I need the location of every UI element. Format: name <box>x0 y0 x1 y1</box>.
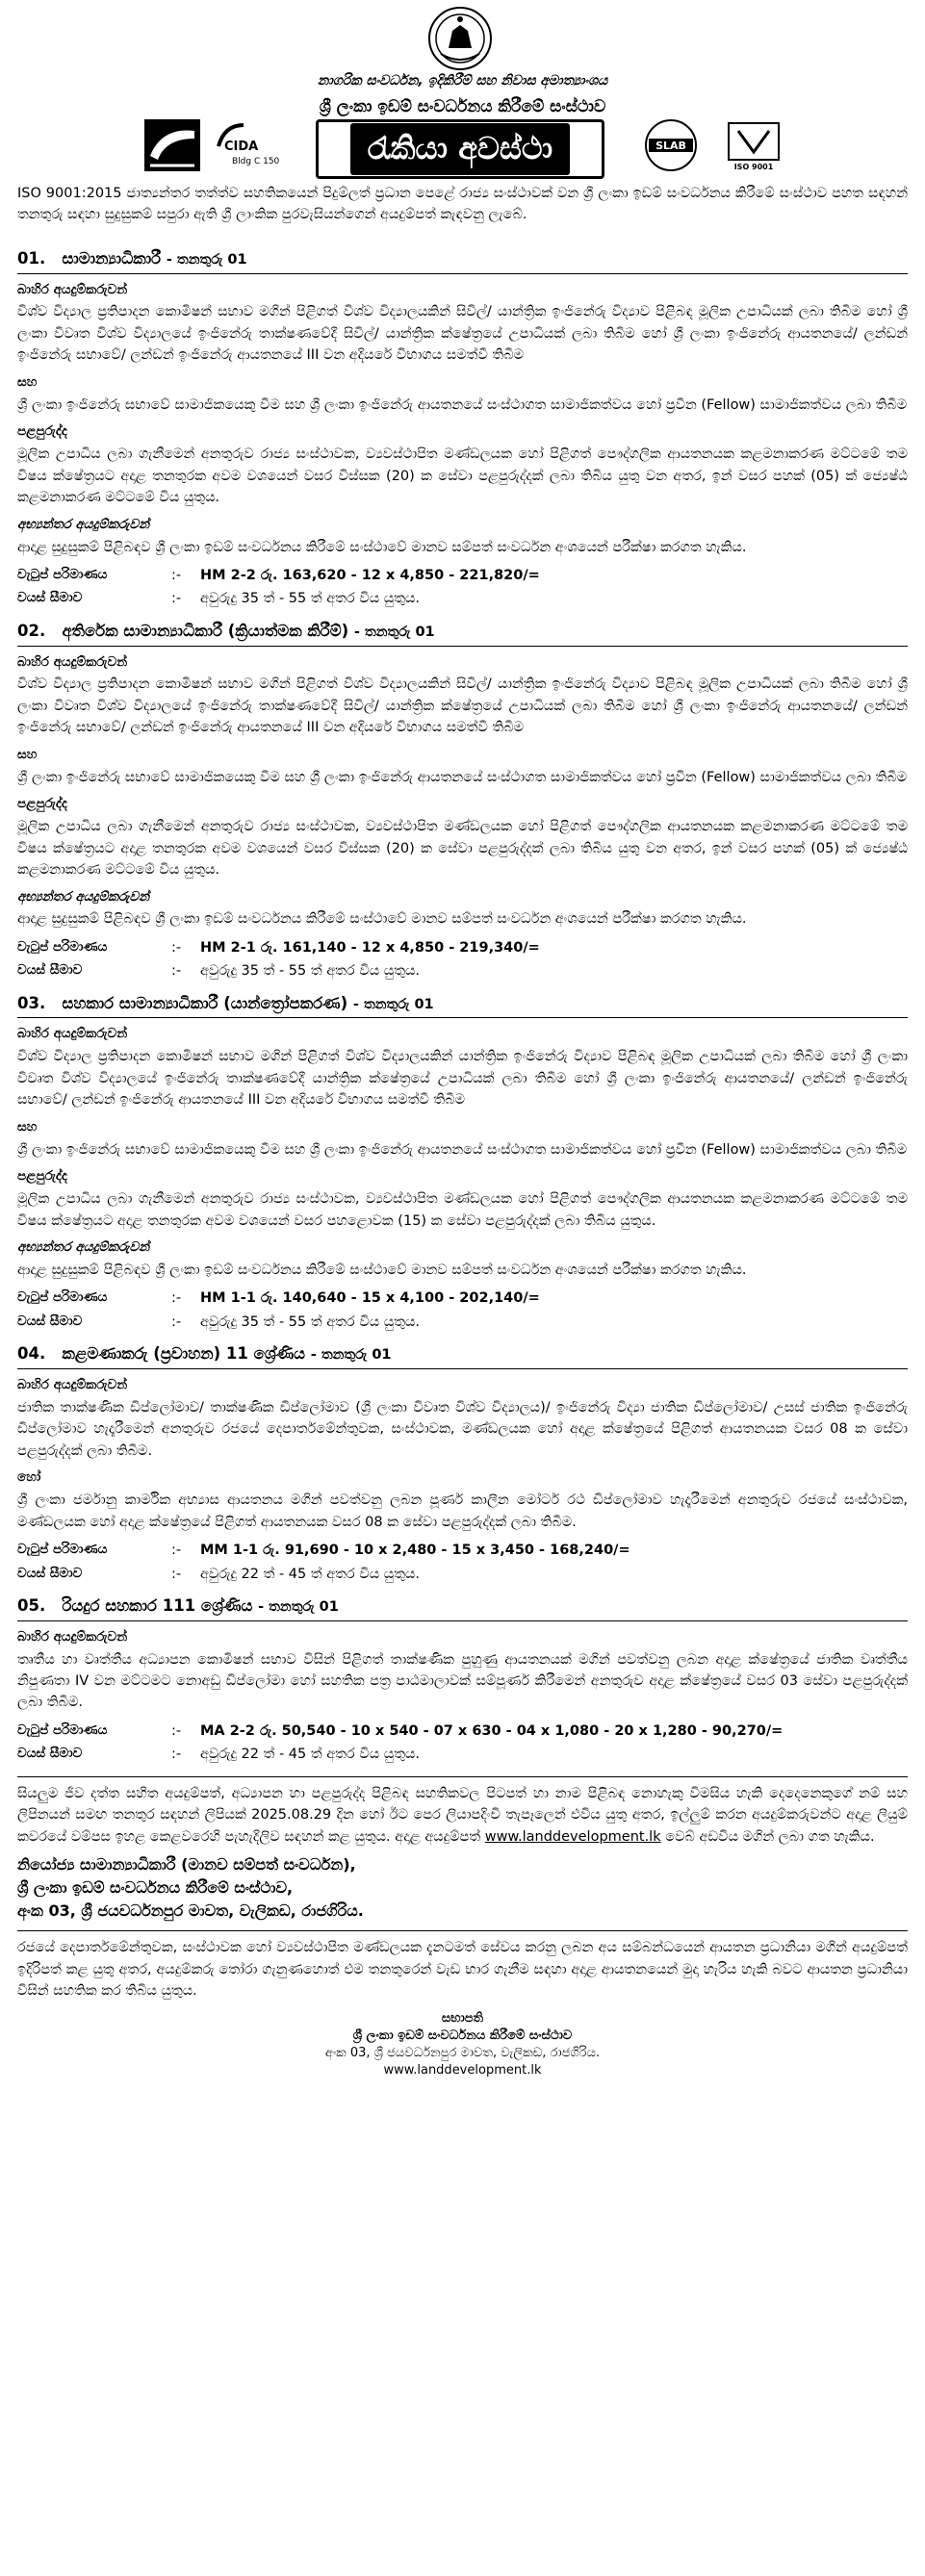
external-requirements: විශ්ව විද්‍යාල ප්‍රතිපාදන කොමිෂන් සභාව මගින් පිළිගත් විශ්ව විද්‍යාලයකින් යාන්ත්‍රික ඉංජිනේරු විද්‍යාව පිළිබඳ මූලික උපාධියක් ලබා තිබීම හෝ ශ්‍රී ලංකා විවෘත විශ්ව විද්‍යාලයේ ඉංජිනේරු තාක්ෂණවේදී යාන්ත්‍රික ක්ෂේත්‍රයේ උපාධියක් ලබා තිබීම හෝ ශ්‍රී ලංකා ඉංජිනේරු ආයතනයේ/ ලන්ඩන් ඉංජිනේරු සභාවේ/ ලන්ඩන් ඉංජිනේරු ආයතනයේ III වන අදියරේ විභාගය සමත්වී තිබීම <box>17 1049 908 1109</box>
cida-logo-icon <box>215 117 287 173</box>
and-heading: සහ <box>17 373 38 390</box>
salary-label: වැටුප් පරිමාණය <box>17 1289 108 1306</box>
position-title <box>17 1594 908 1619</box>
membership-requirements: ශ්‍රී ලංකා ඉංජිනේරු සභාවේ සාමාජිකයෙකු වීම සහ ශ්‍රී ලංකා ඉංජිනේරු ආයතනයේ සංස්ථාගත සාමාජිකත්වය හෝ ප්‍රවීන (Fellow) සාමාජිකත්වය ලබා තිබීම <box>17 396 908 413</box>
website-link[interactable]: www.landdevelopment.lk <box>484 1828 661 1845</box>
internal-requirements: ආදාළ සුදුසුකම් පිළිබඳව ශ්‍රී ලංකා ඉඩම් සංවර්ධනය කිරීමේ සංස්ථාවේ මානව සම්පත් සංවර්ධන අංශයෙන් පරීක්ෂා කරගත හැකිය. <box>17 911 747 928</box>
footer-organization: ශ්‍රී ලංකා ඉඩම් සංවර්ධනය කිරීමේ සංස්ථාව <box>352 2028 573 2043</box>
position-4 <box>17 1341 908 1586</box>
external-heading: බාහිර අයදුම්කරුවන් <box>17 1376 128 1392</box>
divider <box>17 1017 908 1018</box>
and-heading: සහ <box>17 1118 38 1135</box>
salary-value: HM 1-1 රු. 140,640 - 15 x 4,100 - 202,140/= <box>200 1290 540 1307</box>
divider <box>17 1620 908 1621</box>
footer-website[interactable]: www.landdevelopment.lk <box>383 2063 542 2079</box>
position-title <box>17 991 908 1016</box>
divider <box>17 273 908 274</box>
position-count: - තනතුරු 01 <box>352 996 434 1012</box>
external-requirements: විශ්ව විද්‍යාල ප්‍රතිපාදන කොමිෂන් සභාව මගින් පිළිගත් විශ්ව විද්‍යාලයකින් සිවිල්/ යාන්ත්‍රික ඉංජිනේරු විද්‍යාව පිළිබඳ මූලික උපාධියක් ලබා තිබීම හෝ ශ්‍රී ලංකා විවෘත විශ්ව විද්‍යාලයේ ඉංජිනේරු තාක්ෂණවේදී සිවිල්/ යාන්ත්‍රික ක්ෂේත්‍රයේ උපාධියක් ලබා තිබීම හෝ ශ්‍රී ලංකා ඉංජිනේරු ආයතනයේ/ ලන්ඩන් ඉංජිනේරු සභාවේ/ ලන්ඩන් ඉංජිනේරු ආයතනයේ III වන අදියරේ විභාගය සමත්වී තිබීම <box>17 304 908 364</box>
vacancy-title-box <box>316 119 604 179</box>
position-count: - තනතුරු 01 <box>353 624 435 640</box>
divider <box>17 646 908 647</box>
and-heading: සහ <box>17 746 38 762</box>
internal-requirements: ආදාළ සුදුසුකම් පිළිබඳව ශ්‍රී ලංකා ඉඩම් සංවර්ධනය කිරීමේ සංස්ථාවේ මානව සම්පත් සංවර්ධන අංශයෙන් පරීක්ෂා කරගත හැකිය. <box>17 1262 747 1278</box>
iso-text: ISO 9001 <box>733 163 774 171</box>
address-line-2: ශ්‍රී ලංකා ඉඩම් සංවර්ධනය කිරීමේ සංස්ථාව, <box>17 1878 294 1898</box>
footer-chairman: සභාපති <box>441 2010 484 2026</box>
salary-value: HM 2-2 රු. 163,620 - 12 x 4,850 - 221,820/= <box>200 568 540 583</box>
age-label: වයස් සීමාව <box>17 1565 83 1581</box>
salary-table: වැටුප් පරිමාණය :- HM 2-1 රු. 161,140 - 12 x 4,850 - 219,340/= වයස් සීමාව :- අවුරුදු 35 ත් - 55 ත් අතර විය යුතුය. <box>17 936 540 983</box>
position-number: 01. <box>17 249 46 268</box>
salary-value: HM 2-1 රු. 161,140 - 12 x 4,850 - 219,340/= <box>200 939 540 956</box>
footer <box>17 2010 908 2080</box>
position-name: අතිරේක සාමාන්‍යාධිකාරී (ක්‍රියාත්මක කිරීම්) <box>62 621 349 640</box>
internal-heading: අභ්‍යන්තර අයදුම්කරුවන් <box>17 516 150 532</box>
external-heading: බාහිර අයදුම්කරුවන් <box>17 1628 128 1645</box>
salary-table: වැටුප් පරිමාණය :- MM 1-1 රු. 91,690 - 10 x 2,480 - 15 x 3,450 - 168,240/= වයස් සීමාව :- අවුරුදු 22 ත් - 45 ත් අතර විය යුතුය. <box>17 1539 630 1586</box>
position-number: 05. <box>17 1596 46 1616</box>
external-heading: බාහිර අයදුම්කරුවන් <box>17 1026 128 1042</box>
external-heading: බාහිර අයදුම්කරුවන් <box>17 281 128 297</box>
position-number: 04. <box>17 1344 46 1364</box>
alternative-requirements: ශ්‍රී ලංකා ජර්මානු කාර්මික අභ්‍යාස ආයතනය මගින් පවත්වනු ලබන පූර්ණ කාලීන මෝටර් රථ ඩිප්ලෝමාව හැදෑරීමෙන් අනතුරුව රජයේ සංස්ථාවක, මණ්ඩලයක හෝ අදාළ ක්ෂේත්‍රයේ පිළිගත් ආයතනයක වසර 08 ක සේවා පළපුරුද්දක් ලබා තිබීම. <box>17 1492 908 1530</box>
footer-address: අංක 03, ශ්‍රී ජයවර්ධනපුර මාවත, වැලිකඩ, රාජගිරිය. <box>324 2046 601 2061</box>
vacancy-notice <box>17 0 908 2576</box>
age-label: වයස් සීමාව <box>17 1746 83 1762</box>
vacancy-title: රැකියා අවස්ථා <box>350 123 570 175</box>
divider <box>17 1368 908 1369</box>
slab-logo-icon <box>643 117 699 173</box>
position-name: කළමණාකරු (ප්‍රවාහන) 11 ශ්‍රේණිය <box>62 1344 306 1364</box>
position-3 <box>17 991 908 1334</box>
address-line-1: නියෝජ්‍ය සාමාන්‍යාධිකාරී (මානව සම්පත් සංවර්ධන), <box>17 1855 356 1875</box>
position-name: රියදුර සහකාර 111 ශ්‍රේණිය <box>62 1596 253 1616</box>
experience-heading: පළපුරුද්ද <box>17 423 67 440</box>
age-label: වයස් සීමාව <box>17 590 83 606</box>
position-5 <box>17 1594 908 1767</box>
external-heading: බාහිර අයදුම්කරුවන් <box>17 653 128 670</box>
salary-table: වැටුප් පරිමාණය :- MA 2-2 රු. 50,540 - 10 x 540 - 07 x 630 - 04 x 1,080 - 20 x 1,280 - 90,270/= වයස් සීමාව :- අවුරුදු 22 ත් - 45 ත් අතර විය යුතුය. <box>17 1720 783 1767</box>
positions-list <box>17 241 908 2079</box>
organization-name: ශ්‍රී ලංකා ඉඩම් සංවර්ධනය කිරීමේ සංස්ථාව <box>319 97 606 116</box>
sri-lanka-emblem-icon <box>427 6 493 71</box>
age-label: වයස් සීමාව <box>17 1313 83 1329</box>
age-value: අවුරුදු 35 ත් - 55 ත් අතර විය යුතුය. <box>200 591 421 607</box>
age-value: අවුරුදු 35 ත් - 55 ත් අතර විය යුතුය. <box>200 1314 421 1330</box>
internal-heading: අභ්‍යන්තර අයදුම්කරුවන් <box>17 1239 150 1256</box>
position-name: සාමාන්‍යාධිකාරී <box>62 249 162 268</box>
position-number: 02. <box>17 621 46 640</box>
iso-logo-icon <box>725 117 783 173</box>
position-name: සහකාර සාමාන්‍යාධිකාරී (යාන්ත්‍රෝපකරණ) <box>62 993 348 1012</box>
position-count: - තනතුරු 01 <box>166 252 247 268</box>
government-employees-note: රජයේ දෙපාර්තමේන්තුවක, සංස්ථාවක හෝ ව්‍යවස්ථාපිත මණ්ඩලයක දැනටමත් සේවය කරනු ලබන අය සම්බන්ධයෙන් ආයතන ප්‍රධානියා මගින් අයදුම්පත් ඉදිරිපත් කළ යුතු අතර, අයදුම්කරු තෝරා ගැනුණහොත් එම තනතුරෙන් වැඩ භාර ගැනීම සඳහා අදාළ ආයතනයෙන් මුදා හැරිය හැකි බවට ආයතන ප්‍රධානියා විසින් සහතික කර තිබිය යුතුය. <box>17 1940 908 2000</box>
or-heading: හෝ <box>17 1469 41 1486</box>
age-label: වයස් සීමාව <box>17 962 83 979</box>
experience-heading: පළපුරුද්ද <box>17 796 67 812</box>
external-requirements: තෘතීය හා වෘත්තීය අධ්‍යාපන කොමිෂන් සභාව විසින් පිළිගත් තාක්ෂණික පුහුණු ආයතනයක් මගින් පවත්වනු ලබන අදාළ ක්ෂේත්‍රයේ ජාතික වෘත්තීය නිපුණතා IV වන මට්ටමට නොඅඩු ඩිප්ලෝමා හෝ සහතික පත්‍ර පාඨමාලාවක් සම්පූර්ණ කිරීමෙන් අනතුරුව අදාළ ක්ෂේත්‍රයේ වසර 03 සේවා පළපුරුද්දක් ලබා තිබීම. <box>17 1651 908 1711</box>
position-title <box>17 1341 908 1366</box>
notice-header <box>17 0 908 223</box>
divider <box>17 1776 908 1777</box>
position-title <box>17 619 908 644</box>
internal-heading: අභ්‍යන්තර අයදුම්කරුවන් <box>17 888 150 905</box>
cida-text: CIDA <box>224 140 259 154</box>
experience-requirements: මූලික උපාධිය ලබා ගැනීමෙන් අනතුරුව රාජ්‍ය සංස්ථාවක, ව්‍යවස්ථාපිත මණ්ඩලයක හෝ පිළිගත් පෞද්ගලික ආයතනයක කළමනාකරණ මට්ටමේ තම විෂය ක්ෂේත්‍රයට අදාළ තනතුරක අවම වශයෙන් වසර විස්සක (20) ක සේවා පළපුරුද්දක් ලබා තිබිය යුතු වන අතර, ඉන් වසර පහක් (05) ක් ජ්‍යෙෂ්ඨ කළමනාකරණ මට්ටමේ විය යුතුය. <box>17 819 908 879</box>
position-title <box>17 246 908 271</box>
position-number: 03. <box>17 993 46 1012</box>
address-block <box>17 1853 908 1923</box>
ldc-logo-icon <box>142 117 202 173</box>
divider <box>17 1930 908 1931</box>
salary-label: වැටුප් පරිමාණය <box>17 938 108 955</box>
ministry-name: නාගරික සංවර්ධන, ඉදිකිරීම් සහ නිවාස අමාත්‍යාංශය <box>317 73 608 89</box>
salary-label: වැටුප් පරිමාණය <box>17 1722 108 1738</box>
position-1 <box>17 246 908 611</box>
position-count: - තනතුරු 01 <box>310 1347 392 1364</box>
closing-section <box>17 1776 908 2080</box>
external-requirements: විශ්ව විද්‍යාල ප්‍රතිපාදන කොමිෂන් සභාව මගින් පිළිගත් විශ්ව විද්‍යාලයකින් සිවිල්/ යාන්ත්‍රික ඉංජිනේරු විද්‍යාව පිළිබඳ මූලික උපාධියක් ලබා තිබීම හෝ ශ්‍රී ලංකා විවෘත විශ්ව විද්‍යාලයේ ඉංජිනේරු තාක්ෂණවේදී සිවිල්/ යාන්ත්‍රික ක්ෂේත්‍රයේ උපාධියක් ලබා තිබීම හෝ ශ්‍රී ලංකා ඉංජිනේරු ආයතනයේ/ ලන්ඩන් ඉංජිනේරු සභාවේ/ ලන්ඩන් ඉංජිනේරු ආයතනයේ III වන අදියරේ විභාගය සමත්වී තිබීම <box>17 676 908 736</box>
position-count: - තනතුරු 01 <box>258 1599 339 1616</box>
internal-requirements: ආදාළ සුදුසුකම් පිළිබඳව ශ්‍රී ලංකා ඉඩම් සංවර්ධනය කිරීමේ සංස්ථාවේ මානව සම්පත් සංවර්ධන අංශයෙන් පරීක්ෂා කරගත හැකිය. <box>17 539 747 555</box>
salary-value: MA 2-2 රු. 50,540 - 10 x 540 - 07 x 630 - 04 x 1,080 - 20 x 1,280 - 90,270/= <box>200 1722 784 1739</box>
salary-label: වැටුප් පරිමාණය <box>17 1542 108 1558</box>
experience-requirements: මූලික උපාධිය ලබා ගැනීමෙන් අනතුරුව රාජ්‍ය සංස්ථාවක, ව්‍යවස්ථාපිත මණ්ඩලයක හෝ පිළිගත් පෞද්ගලික ආයතනයක කළමනාකරණ මට්ටමේ තම විෂය ක්ෂේත්‍රයට අදාළ තනතුරක අවම වශයෙන් වසර පහළොවක (15) ක සේවා පළපුරුද්දක් ලබා තිබිය යුතුය. <box>17 1191 908 1229</box>
salary-table: වැටුප් පරිමාණය :- HM 2-2 රු. 163,620 - 12 x 4,850 - 221,820/= වයස් සීමාව :- අවුරුදු 35 ත් - 55 ත් අතර විය යුතුය. <box>17 564 540 611</box>
age-value: අවුරුදු 35 ත් - 55 ත් අතර විය යුතුය. <box>200 963 421 980</box>
salary-label: වැටුප් පරිමාණය <box>17 567 108 582</box>
salary-table: වැටුප් පරිමාණය :- HM 1-1 රු. 140,640 - 15 x 4,100 - 202,140/= වයස් සීමාව :- අවුරුදු 35 ත් - 55 ත් අතර විය යුතුය. <box>17 1287 540 1334</box>
age-value: අවුරුදු 22 ත් - 45 ත් අතර විය යුතුය. <box>200 1566 421 1582</box>
age-value: අවුරුදු 22 ත් - 45 ත් අතර විය යුතුය. <box>200 1747 421 1763</box>
membership-requirements: ශ්‍රී ලංකා ඉංජිනේරු සභාවේ සාමාජිකයෙකු වීම සහ ශ්‍රී ලංකා ඉංජිනේරු ආයතනයේ සංස්ථාගත සාමාජිකත්වය හෝ ප්‍රවීන (Fellow) සාමාජිකත්වය ලබා තිබීම <box>17 769 908 785</box>
address-line-3: අංක 03, ශ්‍රී ජයවර්ධනපුර මාවත, වැලිකඩ, රාජගිරිය. <box>17 1901 364 1921</box>
salary-value: MM 1-1 රු. 91,690 - 10 x 2,480 - 15 x 3,450 - 168,240/= <box>200 1543 630 1559</box>
position-2 <box>17 619 908 983</box>
membership-requirements: ශ්‍රී ලංකා ඉංජිනේරු සභාවේ සාමාජිකයෙකු වීම සහ ශ්‍රී ලංකා ඉංජිනේරු ආයතනයේ සංස්ථාගත සාමාජිකත්වය හෝ ප්‍රවීන (Fellow) සාමාජිකත්වය ලබා තිබීම <box>17 1141 908 1158</box>
application-instructions: සියලුම ජීව දත්ත සහිත අයදුම්පත්, අධ්‍යාපන හා පළපුරුද්ද පිළිබඳ සහතිකවල පිටපත් හා නාම පිළිබඳ නොහැකු විමසිය හැකි දෙදෙනෙකුගේ නම් සහ ලිපිනයන් සමඟ තනතුර සඳහන් ලිපියක් 2025.08.29 දින හෝ ඊට පෙර ලියාපදිංචි තැපෑලෙන් එවිය යුතු අතර, ඉල්ලුම් කරන අයදුම්කරුවන්ට අදාළ ලියුම් කවරයේ වම්පස ඉහළ කෙළවරෙහි පැහැදිලිව සඳහන් කළ යුතුය. අදාළ අයදුම්පත් www.landdevelopment.lk වෙබ් අඩවිය මගින් ලබා ගත හැකිය. <box>17 1785 908 1845</box>
external-requirements: ජාතික තාක්ෂණික ඩිප්ලෝමාව/ තාක්ෂණික ඩිප්ලෝමාව (ශ්‍රී ලංකා විවෘත විශ්ව විද්‍යාලය)/ ඉංජිනේරු විද්‍යා ජාතික ඩිප්ලෝමාව/ උසස් ජාතික ඉංජිනේරු ඩිප්ලෝමාව හැදෑරීමෙන් අනතුරුව රජයේ දෙපාර්තමේන්තුවක, සංස්ථාවක, මණ්ඩලයක හෝ අදාළ ක්ෂේත්‍රයේ පිළිගත් ආයතනයක වසර 08 ක සේවා පළපුරුද්දක් ලබා තිබීම. <box>17 1399 908 1459</box>
experience-heading: පළපුරුද්ද <box>17 1168 67 1185</box>
intro-paragraph: ISO 9001:2015 ජාත්‍යන්තර තත්ත්ව සහතිකයෙන් පිදුම්ලත් ප්‍රධාන පෙළේ රාජ්‍ය සංස්ථාවක් වන ශ්‍රී ලංකා ඉඩම් සංවර්ධනය කිරීමේ සංස්ථාව පහත සඳහන් තනතුරු සඳහා සුදුසුකම් සපුරා ඇති ශ්‍රී ලාංකික පුරවැසියන්ගෙන් අයදුම්පත් කැඳවනු ලැබේ. <box>17 186 908 223</box>
cida-grade-text: Bldg C 150 <box>232 157 280 166</box>
experience-requirements: මූලික උපාධිය ලබා ගැනීමෙන් අනතුරුව රාජ්‍ය සංස්ථාවක, ව්‍යවස්ථාපිත මණ්ඩලයක හෝ පිළිගත් පෞද්ගලික ආයතනයක කළමනාකරණ මට්ටමේ තම විෂය ක්ෂේත්‍රයට අදාළ තනතුරක අවම වශයෙන් වසර විස්සක (20) ක සේවා පළපුරුද්දක් ලබා තිබිය යුතු වන අතර, ඉන් වසර පහක් (05) ක් ජ්‍යෙෂ්ඨ කළමනාකරණ මට්ටමේ විය යුතුය. <box>17 446 908 506</box>
slab-text: SLAB <box>655 140 686 152</box>
